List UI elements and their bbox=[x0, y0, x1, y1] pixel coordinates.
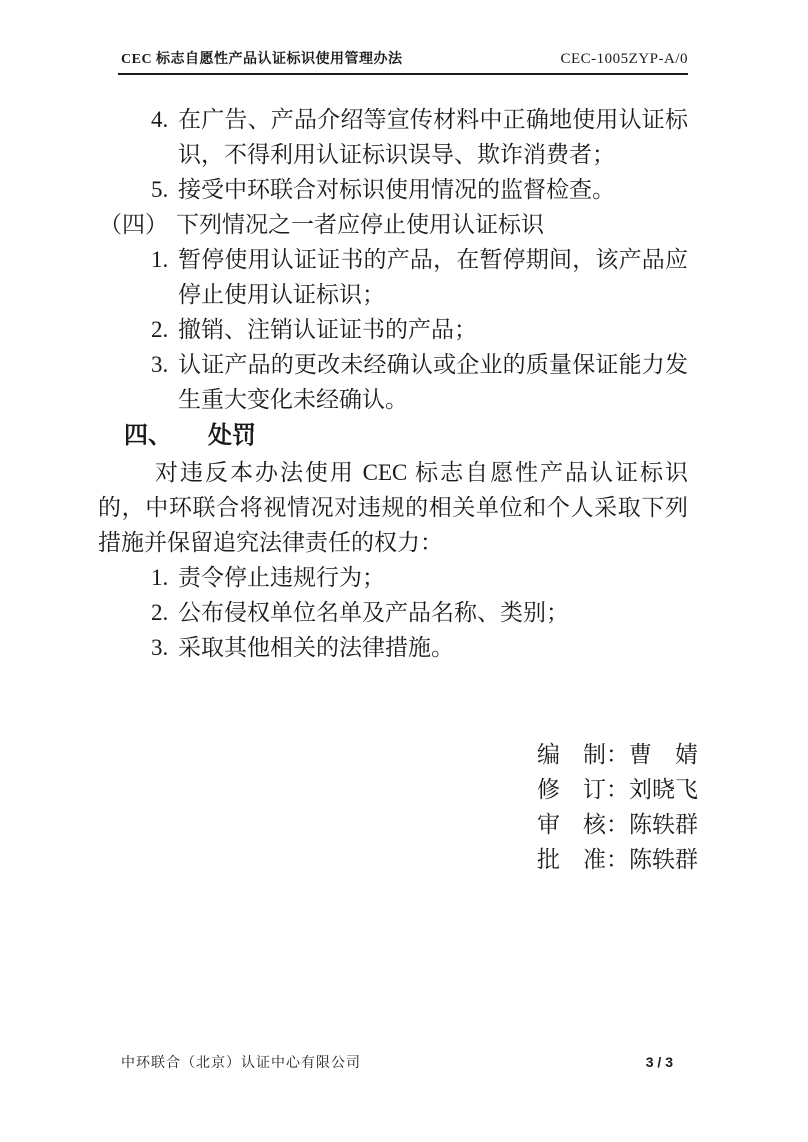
signature-name: 陈轶群 bbox=[629, 812, 698, 837]
list-item-text: 在广告、产品介绍等宣传材料中正确地使用认证标识，不得利用认证标识误导、欺诈消费者； bbox=[178, 107, 688, 167]
footer-company: 中环联合（北京）认证中心有限公司 bbox=[121, 1056, 361, 1071]
signature-name: 陈轶群 bbox=[629, 847, 698, 872]
signature-row-editor bbox=[537, 737, 698, 772]
list-item-text: 接受中环联合对标识使用情况的监督检查。 bbox=[178, 177, 615, 202]
list-item-text: 公布侵权单位名单及产品名称、类别； bbox=[178, 600, 569, 625]
subsection-four-heading bbox=[98, 207, 688, 242]
page-number: 3 / 3 bbox=[645, 1054, 673, 1070]
subsection-text: 下列情况之一者应停止使用认证标识 bbox=[176, 212, 544, 237]
list-item-number: 3. bbox=[151, 635, 169, 660]
signature-block bbox=[537, 737, 698, 877]
list-item-number: 2. bbox=[151, 600, 169, 625]
document-body bbox=[98, 102, 688, 665]
list-item-number: 3. bbox=[151, 352, 169, 377]
signature-row-approver bbox=[537, 842, 698, 877]
signature-label: 审 核： bbox=[537, 812, 629, 837]
signature-name: 曹 婧 bbox=[629, 742, 698, 767]
penalty-paragraph: 对违反本办法使用 CEC 标志自愿性产品认证标识的，中环联合将视情况对违规的相关单位和个人采取下列措施并保留追究法律责任的权力： bbox=[98, 460, 688, 555]
section-heading-penalty bbox=[98, 417, 688, 455]
signature-label: 修 订： bbox=[537, 777, 629, 802]
signature-row-reviser bbox=[537, 772, 698, 807]
header-title: CEC 标志自愿性产品认证标识使用管理办法 bbox=[121, 52, 403, 67]
header-doc-number: CEC-1005ZYP-A/0 bbox=[560, 51, 688, 67]
list-item-5 bbox=[98, 172, 688, 207]
signature-row-auditor bbox=[537, 807, 698, 842]
penalty-item-3 bbox=[98, 630, 688, 665]
stop-item-1 bbox=[98, 242, 688, 312]
penalty-item-2 bbox=[98, 595, 688, 630]
list-item-number: 4. bbox=[151, 107, 169, 132]
subsection-label: （四） bbox=[99, 212, 168, 237]
list-item-number: 1. bbox=[151, 247, 169, 272]
stop-item-2 bbox=[98, 312, 688, 347]
list-item-text: 认证产品的更改未经确认或企业的质量保证能力发生重大变化未经确认。 bbox=[178, 352, 688, 412]
list-item-4 bbox=[98, 102, 688, 172]
section-heading-title: 处罚 bbox=[208, 422, 256, 449]
stop-item-3 bbox=[98, 347, 688, 417]
list-item-number: 5. bbox=[151, 177, 169, 202]
list-item-number: 2. bbox=[151, 317, 169, 342]
section-heading-number: 四、 bbox=[124, 422, 172, 449]
signature-name: 刘晓飞 bbox=[629, 777, 698, 802]
page-footer bbox=[121, 1052, 673, 1072]
signature-label: 批 准： bbox=[537, 847, 629, 872]
list-item-text: 暂停使用认证证书的产品，在暂停期间，该产品应停止使用认证标识； bbox=[178, 247, 688, 307]
list-item-text: 采取其他相关的法律措施。 bbox=[178, 635, 454, 660]
list-item-text: 责令停止违规行为； bbox=[178, 565, 385, 590]
list-item-text: 撤销、注销认证证书的产品； bbox=[178, 317, 477, 342]
page-header bbox=[118, 48, 688, 75]
list-item-number: 1. bbox=[151, 565, 169, 590]
penalty-item-1 bbox=[98, 560, 688, 595]
signature-label: 编 制： bbox=[537, 742, 629, 767]
